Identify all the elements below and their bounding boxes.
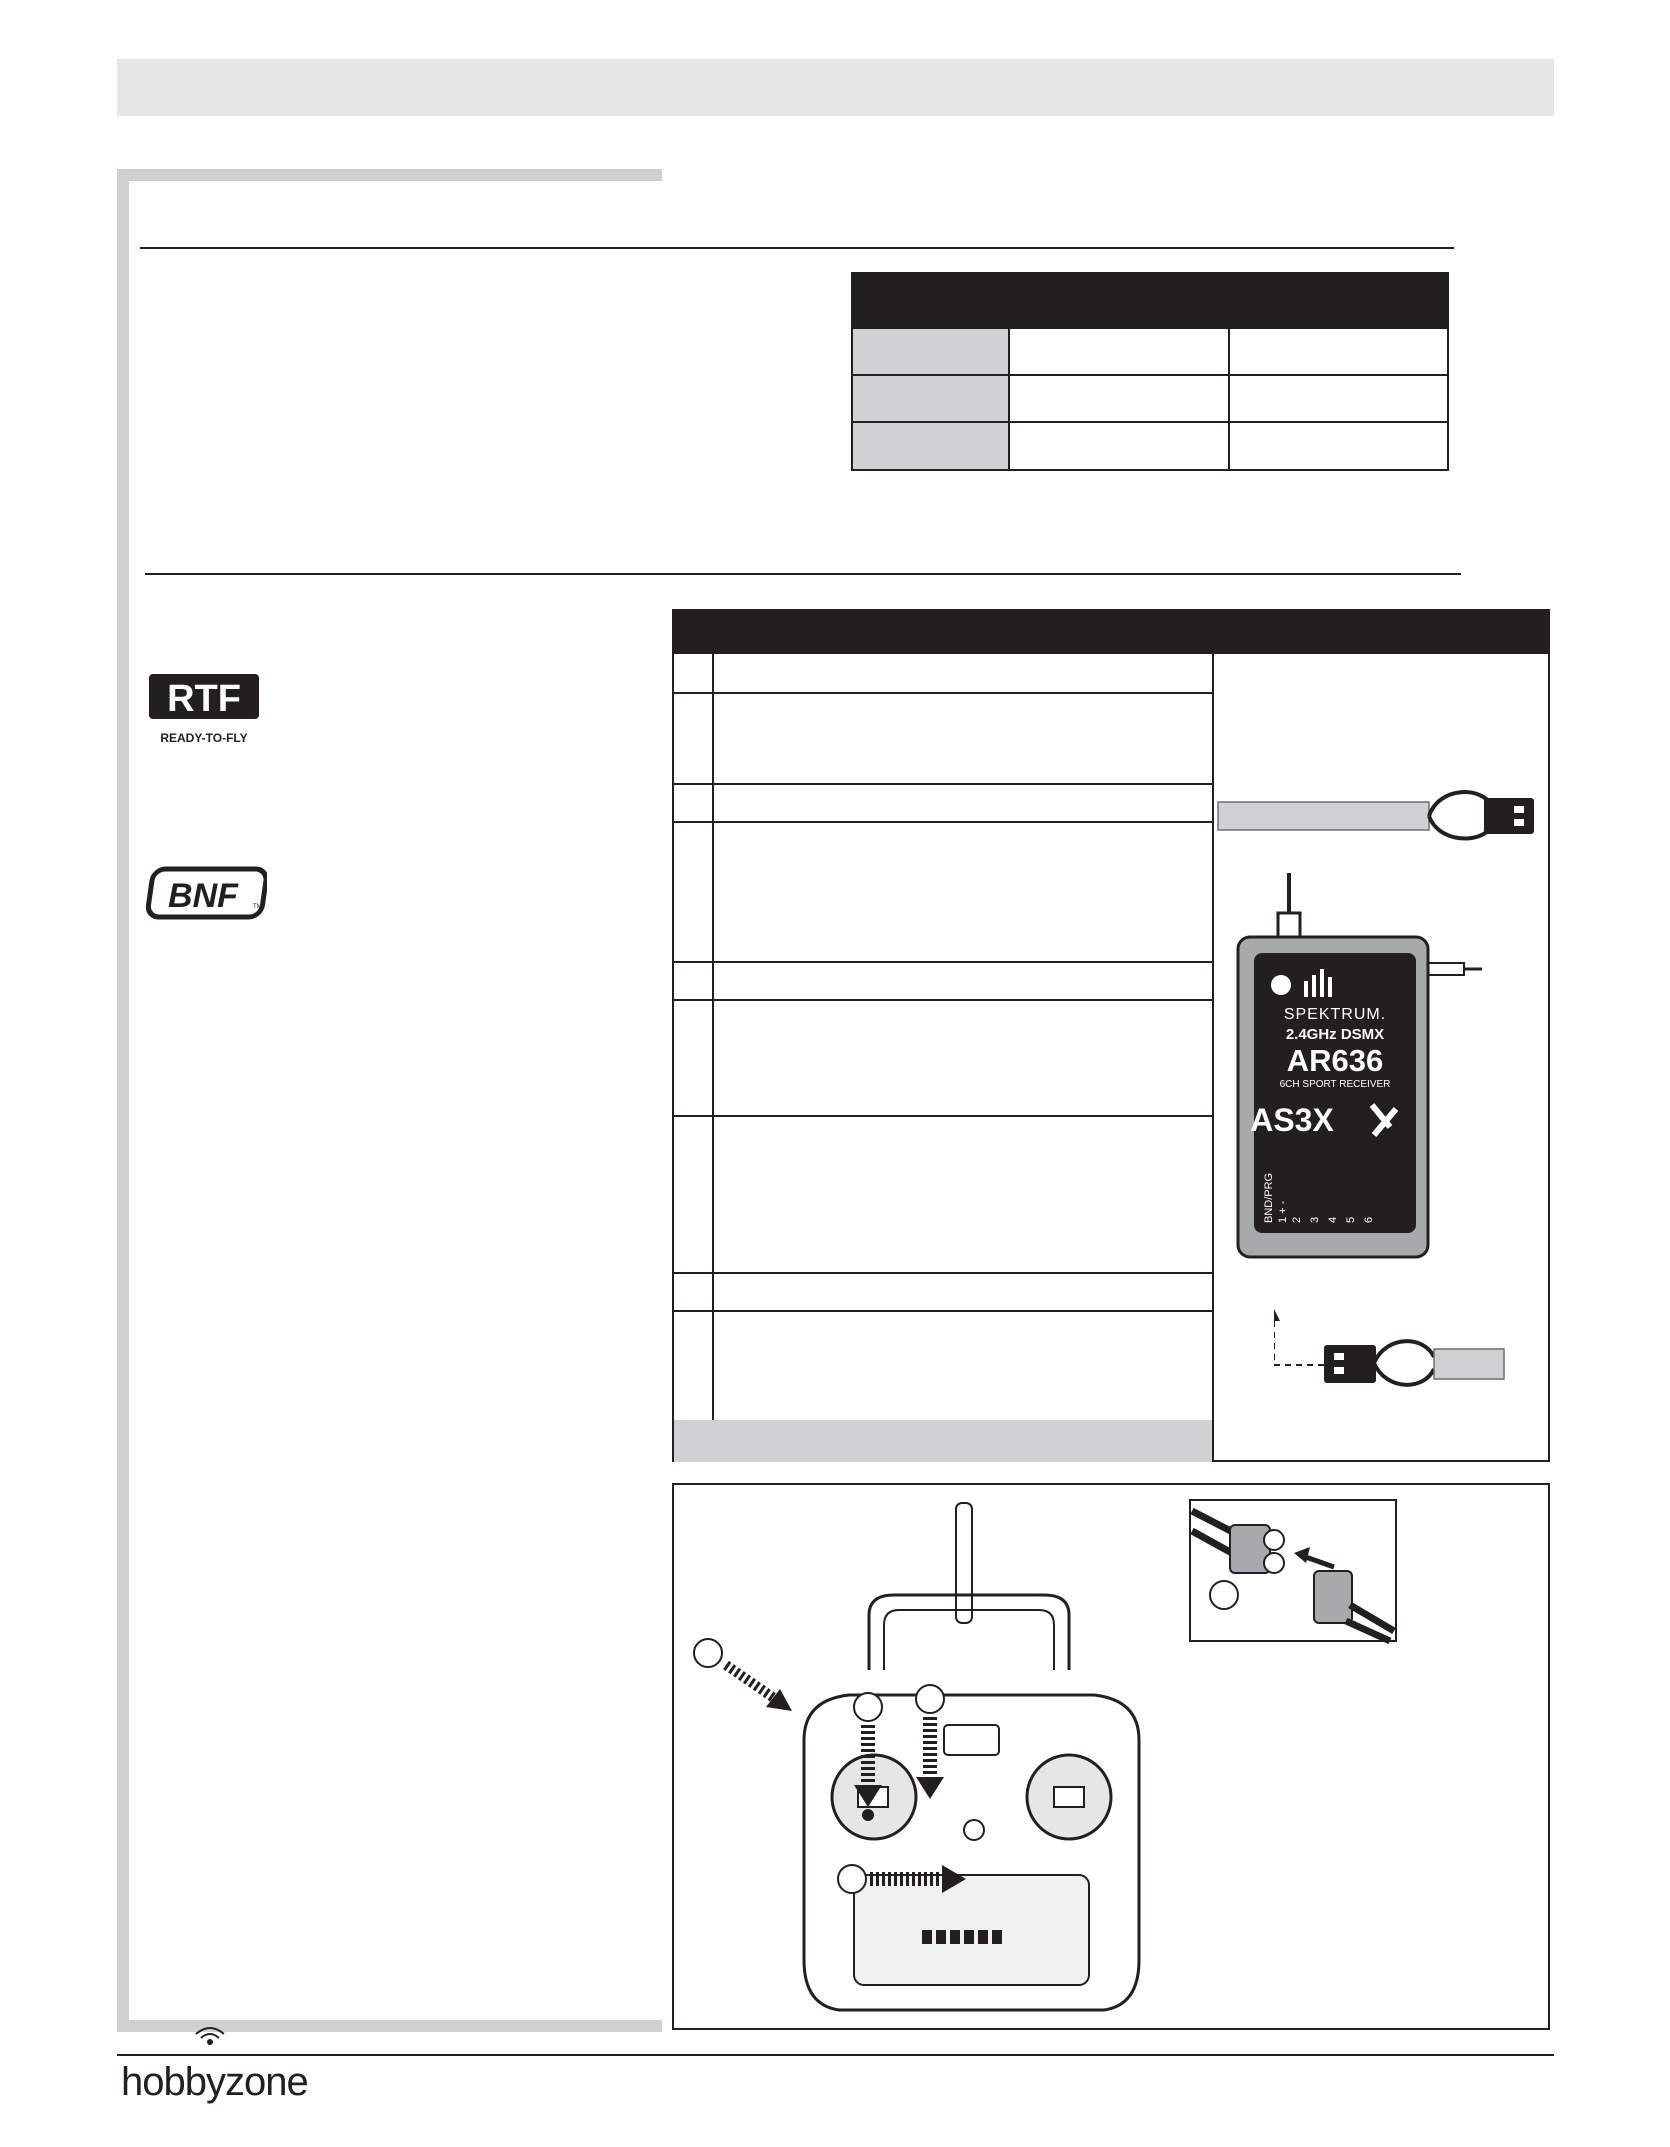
receiver-port-label: 3: [1309, 1216, 1321, 1223]
table-row: [853, 421, 1447, 469]
table-row: [674, 823, 1212, 963]
transmitter-figure: [672, 1483, 1550, 2030]
table-row: [674, 694, 1212, 785]
receiver-port-label: 2: [1291, 1216, 1303, 1223]
rtf-caption: READY-TO-FLY: [160, 731, 248, 745]
wifi-icon: [193, 2024, 227, 2046]
section-frame-top: [117, 169, 662, 181]
bind-plug-illustration: [1214, 786, 1548, 846]
receiver-brand: SPEKTRUM.: [1283, 1006, 1387, 1023]
footer-brand-logo: hobbyzone: [121, 2060, 308, 2104]
table-row: [674, 654, 1212, 694]
table-row: [674, 1274, 1212, 1312]
receiver-port-label: 6: [1363, 1216, 1375, 1223]
rtf-logo: [148, 674, 260, 748]
receiver-port-label: 5: [1345, 1216, 1357, 1223]
footer-rule: [117, 2054, 1554, 2056]
binding-table: [672, 609, 1550, 1462]
receiver-model: AR636: [1286, 1043, 1384, 1078]
bnf-logo: [145, 866, 267, 922]
bnf-tm: TM: [253, 904, 262, 910]
spec-table-header: [853, 274, 1447, 327]
table-row: [674, 963, 1212, 1001]
binding-note: [674, 1420, 1214, 1462]
table-row: [674, 1117, 1212, 1274]
table-row: [674, 1001, 1212, 1117]
section-divider: [140, 247, 1454, 249]
table-row: [853, 327, 1447, 374]
battery-connector-inset: [1190, 1500, 1396, 1641]
receiver-desc: 6CH SPORT RECEIVER: [1279, 1079, 1391, 1090]
rtf-badge-text: RTF: [167, 678, 241, 720]
header-bar: [117, 59, 1554, 116]
receiver-band: 2.4GHz DSMX: [1285, 1026, 1385, 1043]
receiver-port-label: BND/PRG: [1263, 1172, 1275, 1223]
receiver-tech: AS3X: [1250, 1102, 1334, 1138]
binding-table-header: [674, 611, 1548, 654]
receiver-illustration: [1234, 873, 1494, 1293]
spec-table: [851, 272, 1449, 471]
section-frame-left: [117, 169, 129, 2032]
binding-steps: [674, 654, 1214, 1420]
table-row: [853, 374, 1447, 421]
receiver-port-label: 1 + -: [1277, 1200, 1289, 1223]
bnf-badge-text: BNF: [168, 877, 238, 915]
section-divider: [145, 573, 1461, 575]
receiver-port-label: 4: [1327, 1216, 1339, 1223]
table-row: [674, 785, 1212, 823]
table-row: [674, 1312, 1212, 1420]
bind-plug-insertion: [1274, 1305, 1534, 1405]
